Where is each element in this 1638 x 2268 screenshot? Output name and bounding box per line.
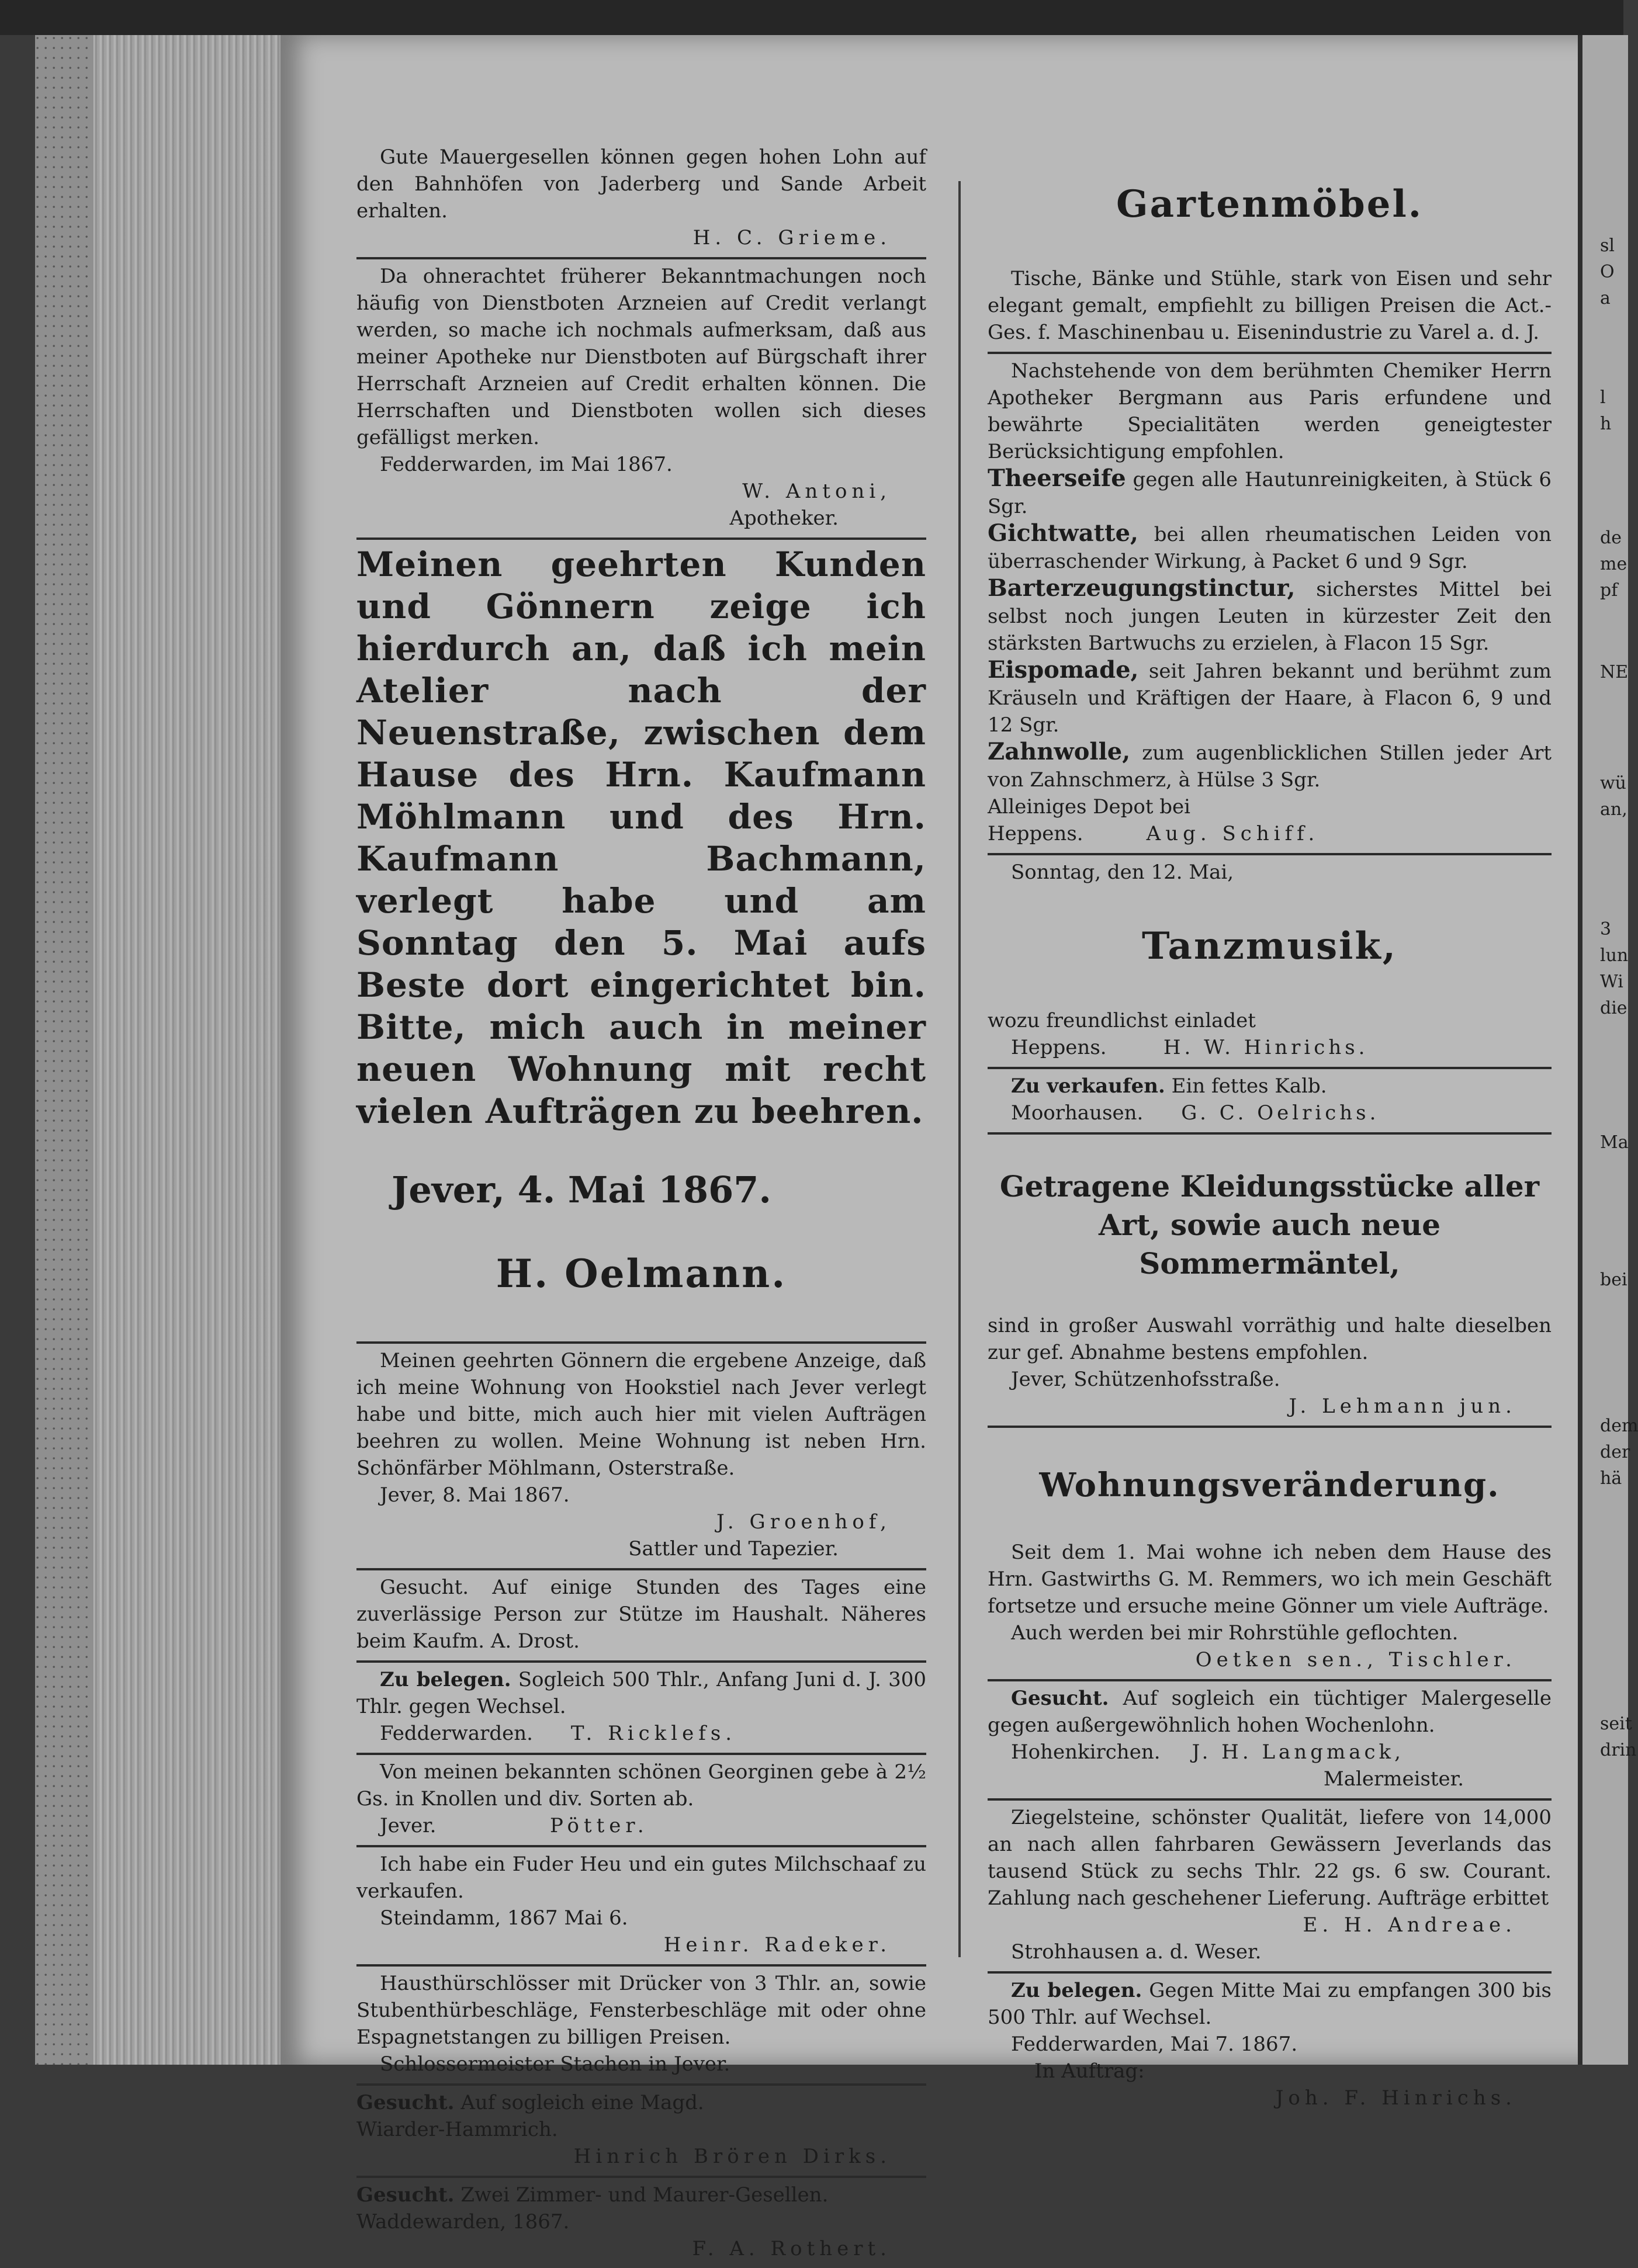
ad-zu-belegen-2: [988, 1974, 1552, 2117]
ad-heading: Zu belegen.: [380, 1668, 511, 1691]
product-name: Gichtwatte,: [988, 519, 1138, 547]
ad-kleidung: [988, 1135, 1552, 1428]
facing-page-fragment: Ma: [1600, 1132, 1629, 1153]
facing-page-fragment: sl: [1600, 235, 1615, 256]
ad-text: Meinen geehrten Gönnern die ergebene Anzeige, daß ich meine Wohnung von Hookstiel nach Jever verlegt habe und bitte, mich auch hier mit vielen Aufträgen beehren zu wollen. Meine Wohnung ist neben Hrn. Schönfärber Möhlmann, Osterstraße.: [356, 1349, 926, 1480]
ad-text: Zwei Zimmer- und Maurer-Gesellen.: [460, 2183, 829, 2207]
ad-text: Gute Mauergesellen können gegen hohen Lohn auf den Bahnhöfen von Jaderberg und Sande Arbeit erhalten.: [356, 145, 926, 223]
ad-text: Auf sogleich eine Magd.: [460, 2091, 704, 2114]
ad-sub: In Auftrag:: [1034, 2059, 1145, 2083]
ad-text: Ich habe ein Fuder Heu und ein gutes Milchschaaf zu verkaufen.: [356, 1853, 926, 1903]
ad-text: wozu freundlichst einladet: [988, 1009, 1256, 1032]
ad-intro: Nachstehende von dem berühmten Chemiker Herrn Apotheker Bergmann aus Paris erfundene und bewährte Specialitäten werden geneigtester Berücksichtigung empfohlen.: [988, 359, 1552, 463]
facing-page-fragment: a: [1600, 288, 1611, 308]
ad-gesellen: [356, 2178, 926, 2268]
ad-signature: G. C. Oelrichs.: [1181, 1101, 1380, 1125]
ad-ziegelsteine: [988, 1801, 1552, 1974]
ad-signature: J. H. Langmack,: [1192, 1740, 1404, 1764]
ad-title: Malermeister.: [1323, 1767, 1464, 1791]
product-name: Theerseife: [988, 464, 1126, 492]
ad-place: Fedderwarden.: [380, 1722, 533, 1745]
ad-headline: Gartenmöbel.: [1116, 182, 1424, 226]
scan-border: [0, 0, 1623, 35]
facing-page-fragment: NE: [1600, 662, 1629, 682]
product-item: [988, 657, 1552, 738]
ad-apotheke: [356, 259, 926, 540]
ad-text: Hausthürschlösser mit Drücker von 3 Thlr. an, sowie Stubenthürbeschläge, Fensterbeschläge mit oder ohne Espagnetstangen zu billigen Preisen.: [356, 1972, 926, 2049]
ad-place: Wiarder-Hammrich.: [356, 2118, 558, 2141]
ad-signature: Schlossermeister Stachen in Jever.: [380, 2052, 730, 2076]
ad-groenhof: [356, 1344, 926, 1570]
ad-place: Fedderwarden, Mai 7. 1867.: [1011, 2033, 1298, 2056]
ad-headline: Wohnungsveränderung.: [1039, 1466, 1500, 1504]
ad-heading: Gesucht.: [356, 2091, 455, 2114]
facing-page-fragment: die: [1600, 998, 1627, 1018]
ad-heu: [356, 1847, 926, 1967]
facing-page-fragment: drin: [1600, 1740, 1637, 1760]
ad-place: Fedderwarden, im Mai 1867.: [380, 453, 673, 476]
ad-signature: Hinrich Brören Dirks.: [573, 2145, 891, 2168]
ad-wohnungsveraenderung: [988, 1428, 1552, 1681]
ad-mauergesellen: [356, 140, 926, 259]
ad-title: Apotheker.: [729, 507, 839, 530]
facing-page-fragment: wü: [1600, 773, 1626, 793]
facing-page-fragment: lun: [1600, 945, 1629, 966]
ad-signature: H. W. Hinrichs.: [1163, 1036, 1369, 1059]
product-item: [988, 575, 1552, 657]
facing-page-fragment: h: [1600, 414, 1612, 434]
ad-heading: Zu verkaufen.: [1011, 1074, 1165, 1098]
ad-signature: J. Groenhof,: [716, 1510, 891, 1534]
ad-heading: Gesucht.: [356, 2183, 455, 2207]
facing-page-fragment: l: [1600, 387, 1606, 408]
ad-depot: Alleiniges Depot bei: [988, 795, 1191, 819]
product-desc: sicherstes Mittel bei selbst noch jungen Leuten in kürzester Zeit den stärksten Bartwuchs zu erzielen, à Flacon 15 Sgr.: [988, 578, 1552, 655]
ad-name: H. Oelmann.: [496, 1251, 787, 1296]
ad-heading: Zu belegen.: [1011, 1979, 1142, 2002]
column-divider: [958, 181, 961, 1957]
ad-text: Ein fettes Kalb.: [1171, 1074, 1327, 1098]
ad-text: Sogleich 500 Thlr., Anfang Juni d. J. 300 Thlr. gegen Wechsel.: [356, 1668, 927, 1718]
facing-page-fragment: 3: [1600, 919, 1612, 939]
ad-signature: Oetken sen., Tischler.: [1195, 1648, 1516, 1671]
ad-date: Sonntag, den 12. Mai,: [1011, 861, 1234, 884]
facing-page-fragment: de: [1600, 528, 1622, 548]
facing-page-fragment: der: [1600, 1442, 1630, 1462]
ad-place: Waddewarden, 1867.: [356, 2210, 570, 2234]
ad-title: Sattler und Tapezier.: [628, 1537, 839, 1560]
product-item: [988, 465, 1552, 520]
ad-text: Auf sogleich ein tüchtiger Malergeselle gegen außergewöhnlich hohen Wochenlohn.: [988, 1687, 1552, 1737]
ad-place: Strohhausen a. d. Weser.: [1011, 1940, 1262, 1964]
ad-magd: [356, 2086, 926, 2178]
ad-text: Gegen Mitte Mai zu empfangen 300 bis 500 Thlr. auf Wechsel.: [988, 1979, 1552, 2029]
facing-page-fragment: pf: [1600, 580, 1618, 601]
ad-signature: Heinr. Radeker.: [663, 1933, 891, 1957]
ad-signature: J. Lehmann jun.: [1289, 1395, 1516, 1418]
ad-tanzmusik: [988, 855, 1552, 1069]
right-column: [988, 140, 1552, 2117]
ad-georginen: [356, 1755, 926, 1847]
facing-page-fragment: me: [1600, 554, 1627, 574]
ad-malergeselle: [988, 1681, 1552, 1801]
ad-place: Jever, Schützenhofsstraße.: [1011, 1368, 1280, 1391]
ad-place: Hohenkirchen.: [1011, 1740, 1161, 1764]
ad-schloesser: [356, 1967, 926, 2086]
ad-large-text: Meinen geehrten Kunden und Gönnern zeige ich hierdurch an, daß ich mein Atelier nach der Neuenstraße, zwischen dem Hause des Hrn. Kaufmann Möhlmann und des Hrn. Kaufmann Bachmann, verlegt habe und am Sonntag den 5. Mai aufs Beste dort eingerichtet bin. Bitte, mich auch in meiner neuen Wohnung mit recht vielen Aufträgen zu beehren.: [356, 545, 926, 1131]
ad-text: Ziegelsteine, schönster Qualität, liefere von 14,000 an nach allen fahrbaren Gewässern Jeverlands das tausend Stück zu sechs Thlr. 22 gs. 6 sw. Courant. Zahlung nach geschehener Lieferung. Aufträge erbittet: [988, 1806, 1552, 1910]
ad-signature: T. Ricklefs.: [570, 1722, 737, 1745]
facing-page-fragment: seit: [1600, 1714, 1632, 1734]
ad-signature: H. C. Grieme.: [692, 226, 891, 249]
ad-place: Jever.: [380, 1814, 437, 1837]
product-item: [988, 738, 1552, 793]
ad-kalb: [988, 1069, 1552, 1135]
ad-text: Von meinen bekannten schönen Georginen gebe à 2½ Gs. in Knollen und div. Sorten ab.: [356, 1760, 926, 1811]
ad-headline: Getragene Kleidungsstücke aller Art, sowie auch neue Sommermäntel,: [999, 1169, 1540, 1281]
ad-signature: W. Antoni,: [742, 480, 891, 503]
ad-place: Heppens.: [1011, 1036, 1107, 1059]
ad-text-2: Auch werden bei mir Rohrstühle geflochten.: [1011, 1621, 1459, 1645]
ad-place: Heppens.: [988, 822, 1083, 845]
ad-gesucht-person: [356, 1570, 926, 1663]
ad-signature: Aug. Schiff.: [1146, 822, 1320, 845]
ad-heading: Gesucht.: [1011, 1687, 1109, 1710]
ad-headline: Tanzmusik,: [1141, 924, 1398, 968]
product-name: Barterzeugungstinctur,: [988, 574, 1296, 602]
ad-signature: Pötter.: [549, 1814, 649, 1837]
ad-signature: F. A. Rothert.: [692, 2237, 891, 2260]
ad-bergmann: [988, 354, 1552, 855]
product-name: Eispomade,: [988, 656, 1139, 684]
left-column: [356, 140, 926, 2268]
ad-oelmann: [356, 540, 926, 1344]
ad-signature: Joh. F. Hinrichs.: [1275, 2086, 1516, 2110]
facing-page-fragment: hä: [1600, 1468, 1622, 1489]
ad-place: Jever, 8. Mai 1867.: [380, 1483, 570, 1507]
facing-page-fragment: O: [1600, 262, 1615, 282]
ad-gartenmoebel: [988, 140, 1552, 354]
book-cover-edge: [35, 35, 93, 2065]
product-desc: seit Jahren bekannt und berühmt zum Kräuseln und Kräftigen der Haare, à Flacon 6, 9 und 12 Sgr.: [988, 660, 1552, 737]
ad-signature: E. H. Andreae.: [1303, 1913, 1516, 1937]
ad-text: Seit dem 1. Mai wohne ich neben dem Hause des Hrn. Gastwirths G. M. Remmers, wo ich mein Geschäft fortsetze und ersuche meine Gönner um viele Aufträge.: [988, 1541, 1552, 1618]
ad-text: Tische, Bänke und Stühle, stark von Eisen und sehr elegant gemalt, empfiehlt zu billigen Preisen die Act.-Ges. f. Maschinenbau u. Eisenindustrie zu Varel a. d. J.: [988, 267, 1552, 344]
product-name: Zahnwolle,: [988, 738, 1131, 765]
ad-text: Da ohnerachtet früherer Bekanntmachungen noch häufig von Dienstboten Arzneien auf Credit verlangt werden, so mache ich nochmals aufmerksam, daß aus meiner Apotheke nur Dienstboten auf Bürgschaft ihrer Herrschaft Arzneien auf Credit erhalten können. Die Herrschaften und Dienstboten wollen sich dieses gefälligst merken.: [356, 265, 926, 449]
product-desc: zum augenblicklichen Stillen jeder Art von Zahnschmerz, à Hülse 3 Sgr.: [988, 741, 1552, 792]
ad-place: Steindamm, 1867 Mai 6.: [380, 1906, 628, 1930]
ad-text: sind in großer Auswahl vorräthig und halte dieselben zur gef. Abnahme bestens empfohlen.: [988, 1314, 1552, 1364]
product-desc: gegen alle Hautunreinigkeiten, à Stück 6 Sgr.: [988, 468, 1552, 518]
ad-text: Gesucht. Auf einige Stunden des Tages eine zuverlässige Person zur Stütze im Haushalt. Näheres beim Kaufm. A. Drost.: [356, 1576, 926, 1653]
ad-date: Jever, 4. Mai 1867.: [392, 1168, 771, 1211]
ad-place: Moorhausen.: [1011, 1101, 1144, 1125]
facing-page-fragment: Wi: [1600, 972, 1623, 992]
product-desc: bei allen rheumatischen Leiden von überraschender Wirkung, à Packet 6 und 9 Sgr.: [988, 523, 1552, 573]
facing-page-fragment: dem: [1600, 1416, 1638, 1436]
ad-zu-belegen: [356, 1663, 926, 1755]
facing-page-fragment: an,: [1600, 799, 1627, 820]
product-item: [988, 520, 1552, 575]
facing-page-fragment: bei: [1600, 1270, 1627, 1290]
